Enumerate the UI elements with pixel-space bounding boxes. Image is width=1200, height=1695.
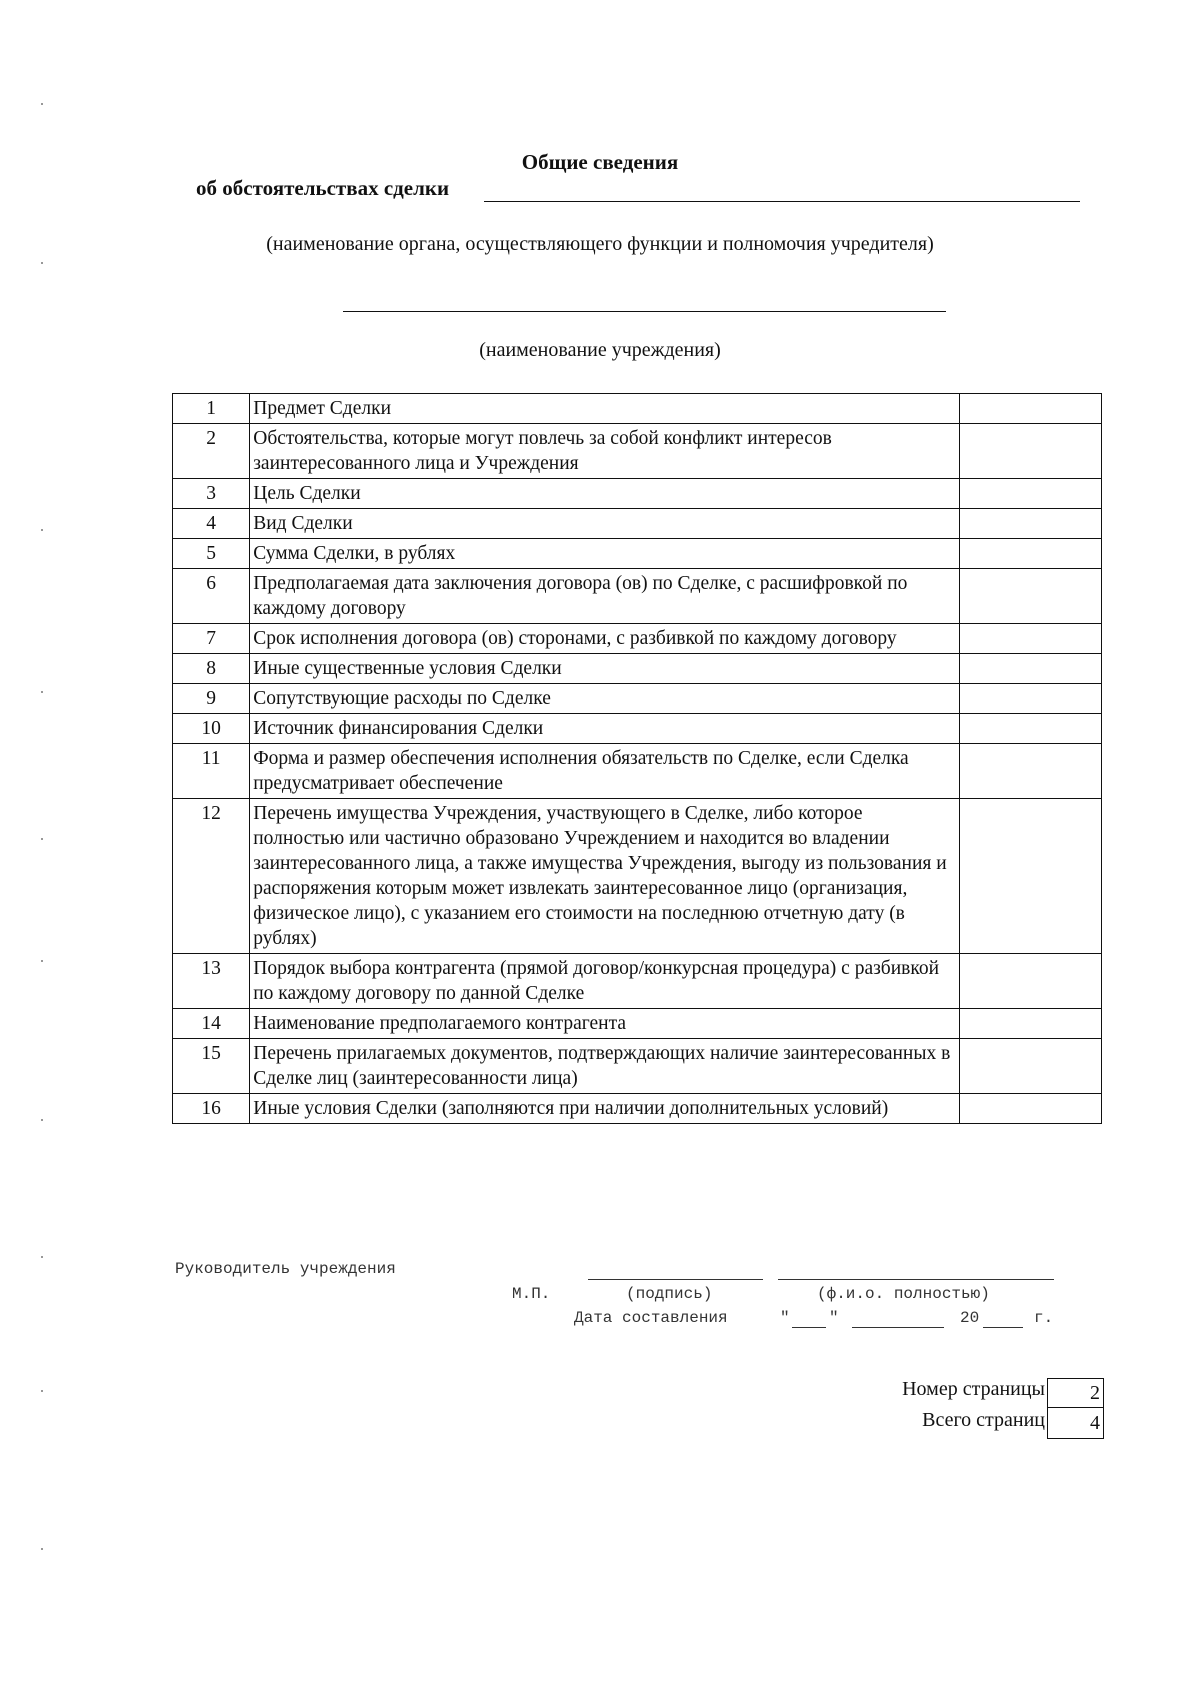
signature-line[interactable]	[588, 1279, 763, 1280]
year-prefix: 20	[960, 1309, 980, 1327]
row-number: 5	[173, 539, 250, 569]
row-description: Иные условия Сделки (заполняются при наличии дополнительных условий)	[250, 1094, 959, 1124]
row-value-cell[interactable]	[959, 509, 1101, 539]
row-value-cell[interactable]	[959, 1009, 1101, 1039]
institution-caption: (наименование учреждения)	[479, 339, 721, 361]
date-quote-open: "	[780, 1309, 790, 1327]
table-row	[173, 509, 1102, 539]
row-description: Перечень имущества Учреждения, участвующего в Сделке, либо которое полностью или частично образовано Учреждением и находится во владении заинтересованного лица, а также имущества Учреждения, выгоду из пользования и распоряжения которым может извлекать заинтересованное лицо (организация, физическое лицо), с указанием его стоимости на последнюю отчетную дату (в рублях)	[250, 799, 959, 954]
table-row	[173, 744, 1102, 799]
row-number: 10	[173, 714, 250, 744]
date-label: Дата составления	[574, 1309, 728, 1327]
row-value-cell[interactable]	[959, 799, 1101, 954]
row-description: Иные существенные условия Сделки	[250, 654, 959, 684]
founder-name-line[interactable]	[484, 201, 1080, 202]
date-year-line[interactable]	[983, 1327, 1023, 1328]
row-number: 13	[173, 954, 250, 1009]
row-value-cell[interactable]	[959, 954, 1101, 1009]
scan-dot	[41, 529, 43, 531]
deal-info-table	[172, 393, 1102, 1124]
row-description: Цель Сделки	[250, 479, 959, 509]
subtitle-row	[196, 176, 1096, 206]
scan-dot	[41, 838, 43, 840]
total-pages-value: 4	[1047, 1407, 1104, 1439]
scan-dot	[41, 103, 43, 105]
head-label: Руководитель учреждения	[175, 1260, 396, 1278]
scan-dot	[41, 1119, 43, 1121]
table-row	[173, 539, 1102, 569]
row-number: 2	[173, 424, 250, 479]
scan-dot	[41, 691, 43, 693]
scan-dot	[41, 960, 43, 962]
total-pages-label: Всего страниц	[922, 1409, 1045, 1431]
row-value-cell[interactable]	[959, 624, 1101, 654]
row-description: Форма и размер обеспечения исполнения обязательств по Сделке, если Сделка предусматривает обеспечение	[250, 744, 959, 799]
row-description: Наименование предполагаемого контрагента	[250, 1009, 959, 1039]
year-suffix: г.	[1034, 1309, 1054, 1327]
table-row	[173, 424, 1102, 479]
table-row	[173, 684, 1102, 714]
row-description: Порядок выбора контрагента (прямой договор/конкурсная процедура) с разбивкой по каждому договору по данной Сделке	[250, 954, 959, 1009]
table-row	[173, 479, 1102, 509]
scan-dot	[41, 1548, 43, 1550]
page-number-label: Номер страницы	[902, 1378, 1045, 1400]
row-description: Предполагаемая дата заключения договора (ов) по Сделке, с расшифровкой по каждому договору	[250, 569, 959, 624]
row-value-cell[interactable]	[959, 1039, 1101, 1094]
row-value-cell[interactable]	[959, 479, 1101, 509]
table-row	[173, 654, 1102, 684]
row-description: Срок исполнения договора (ов) сторонами, с разбивкой по каждому договору	[250, 624, 959, 654]
row-number: 16	[173, 1094, 250, 1124]
founder-caption: (наименование органа, осуществляющего функции и полномочия учредителя)	[266, 233, 934, 255]
row-value-cell[interactable]	[959, 539, 1101, 569]
row-number: 15	[173, 1039, 250, 1094]
row-number: 11	[173, 744, 250, 799]
row-description: Предмет Сделки	[250, 394, 959, 424]
date-quote-close: "	[829, 1309, 839, 1327]
date-day-line[interactable]	[792, 1327, 826, 1328]
table-row	[173, 714, 1102, 744]
row-description: Источник финансирования Сделки	[250, 714, 959, 744]
row-description: Обстоятельства, которые могут повлечь за собой конфликт интересов заинтересованного лица и Учреждения	[250, 424, 959, 479]
row-description: Сопутствующие расходы по Сделке	[250, 684, 959, 714]
table-row	[173, 1094, 1102, 1124]
row-value-cell[interactable]	[959, 1094, 1101, 1124]
row-value-cell[interactable]	[959, 684, 1101, 714]
row-value-cell[interactable]	[959, 394, 1101, 424]
table-row	[173, 624, 1102, 654]
institution-name-line[interactable]	[343, 311, 946, 312]
table-row	[173, 1039, 1102, 1094]
row-number: 1	[173, 394, 250, 424]
document-subtitle: об обстоятельствах сделки	[196, 176, 450, 200]
table-row	[173, 569, 1102, 624]
row-number: 9	[173, 684, 250, 714]
table-row	[173, 394, 1102, 424]
row-description: Сумма Сделки, в рублях	[250, 539, 959, 569]
scan-dot	[41, 262, 43, 264]
row-number: 3	[173, 479, 250, 509]
date-month-line[interactable]	[852, 1327, 944, 1328]
row-value-cell[interactable]	[959, 424, 1101, 479]
seal-label: М.П.	[512, 1285, 551, 1303]
row-number: 7	[173, 624, 250, 654]
table-row	[173, 1009, 1102, 1039]
scan-dot	[41, 1256, 43, 1258]
full-name-line[interactable]	[778, 1279, 1054, 1280]
full-name-caption: (ф.и.о. полностью)	[817, 1285, 990, 1303]
row-number: 14	[173, 1009, 250, 1039]
row-number: 4	[173, 509, 250, 539]
signature-caption: (подпись)	[626, 1285, 713, 1303]
row-value-cell[interactable]	[959, 714, 1101, 744]
row-value-cell[interactable]	[959, 569, 1101, 624]
row-number: 8	[173, 654, 250, 684]
document-title: Общие сведения	[521, 150, 679, 174]
row-description: Перечень прилагаемых документов, подтверждающих наличие заинтересованных в Сделке лиц (заинтересованности лица)	[250, 1039, 959, 1094]
row-description: Вид Сделки	[250, 509, 959, 539]
table-row	[173, 799, 1102, 954]
row-number: 6	[173, 569, 250, 624]
table-row	[173, 954, 1102, 1009]
row-value-cell[interactable]	[959, 744, 1101, 799]
row-number: 12	[173, 799, 250, 954]
page-number-value: 2	[1047, 1378, 1104, 1408]
scan-dot	[41, 1390, 43, 1392]
row-value-cell[interactable]	[959, 654, 1101, 684]
